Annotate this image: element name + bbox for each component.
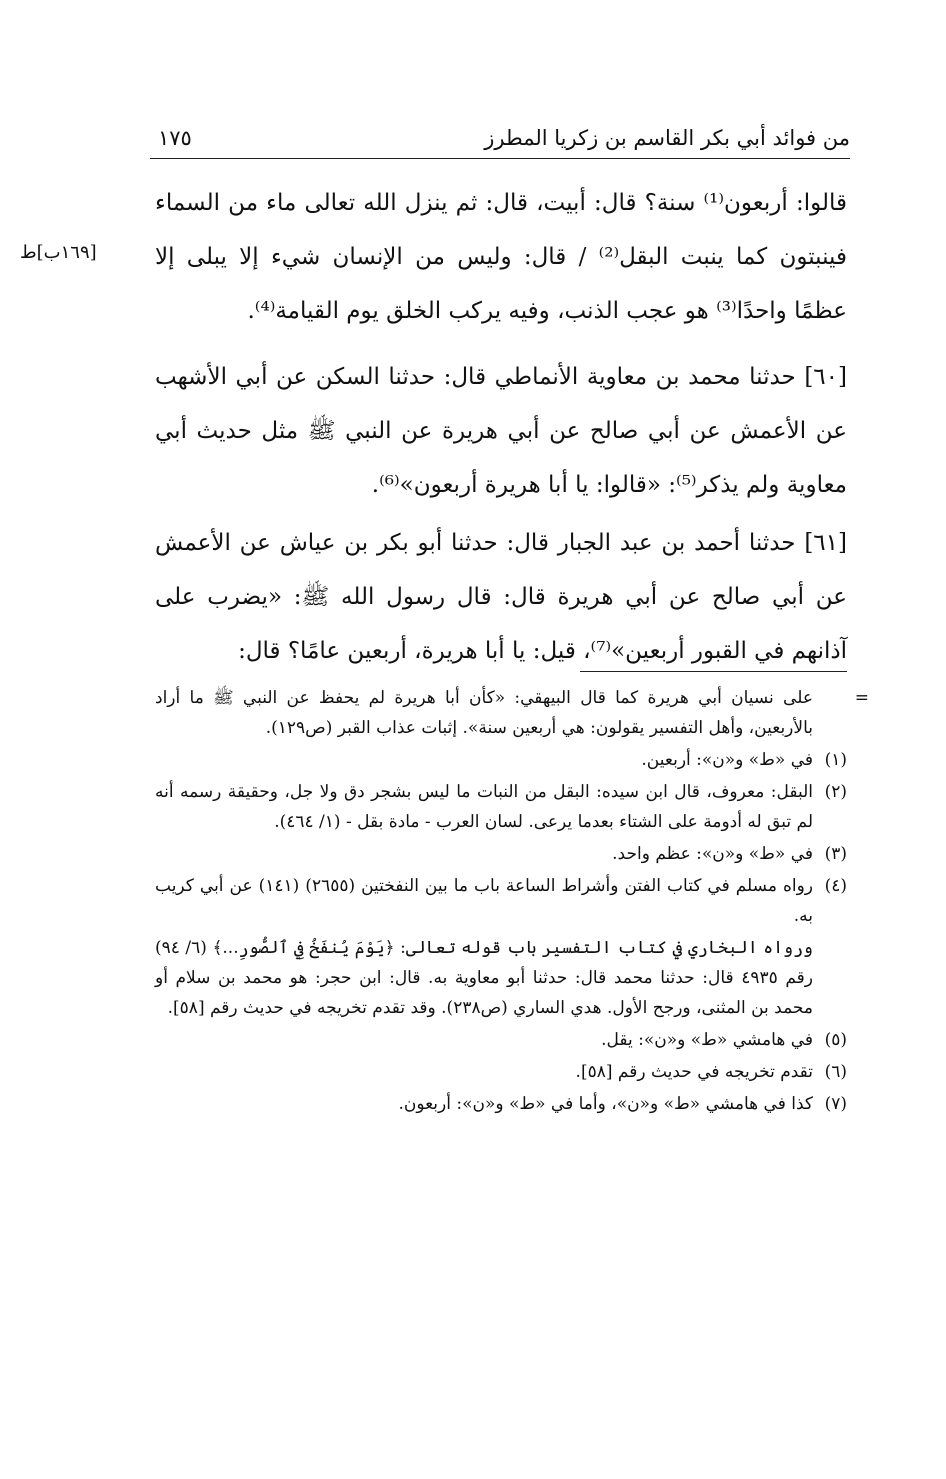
- running-title: من فوائد أبي بكر القاسم بن زكريا المطرز: [484, 126, 850, 150]
- footnote-4-continued: [155, 933, 847, 1023]
- footnote-3: [155, 839, 847, 869]
- footnote-continuation: [155, 683, 869, 743]
- paragraph-hadith-60: [٦٠] حدثنا محمد بن معاوية الأنماطي قال: حدثنا السكن عن أبي الأشهب عن الأعمش عن أبي صالح عن أبي هريرة عن النبي ﷺ مثل حديث أبي معاوية ولم يذكر⁽⁵⁾: «قالوا: يا أبا هريرة أربعون»⁽⁶⁾.: [155, 364, 847, 498]
- paragraph-hadith-61: [٦١] حدثنا أحمد بن عبد الجبار قال: حدثنا أبو بكر بن عياش عن الأعمش عن أبي صالح عن أبي هريرة قال: قال رسول الله ﷺ: «يضرب على آذانهم في القبور أربعين»⁽⁷⁾، قيل: يا أبا هريرة، أربعين عامًا؟ قال:: [155, 530, 847, 664]
- footnote-text: في هامشي «ط» و«ن»: يقل.: [601, 1030, 813, 1050]
- footnote-7: [155, 1089, 847, 1119]
- footnote-number: (٧): [824, 1094, 847, 1114]
- footnote-text: تقدم تخريجه في حديث رقم [٥٨].: [575, 1062, 813, 1082]
- margin-manuscript-reference: [١٦٩ب]ط: [20, 242, 97, 263]
- footnote-4: [155, 871, 847, 931]
- footnote-2: [155, 777, 847, 837]
- footnote-number: (٥): [824, 1030, 847, 1050]
- footnote-text: كذا في هامشي «ط» و«ن»، وأما في «ط» و«ن»: أربعون.: [398, 1094, 813, 1114]
- footnote-1: [155, 745, 847, 775]
- footnote-text: رواه مسلم في كتاب الفتن وأشراط الساعة باب ما بين النفختين (٢٦٥٥) (١٤١) عن أبي كريب به.: [155, 876, 813, 926]
- footnote-text: البقل: معروف، قال ابن سيده: البقل من النبات ما ليس بشجر دق ولا جل، وحقيقة رسمه أنه لم تبق له أدومة على الشتاء بعدما يرعى. لسان العرب - مادة بقل - (١/ ٤٦٤).: [155, 782, 813, 832]
- footnote-text: في «ط» و«ن»: عظم واحد.: [612, 844, 813, 864]
- footnote-separator: [580, 671, 847, 672]
- footnote-number: (٤): [824, 876, 847, 896]
- footnote-number: (٣): [824, 844, 847, 864]
- footnote-text: ورواه البخاري في كتاب التفسير باب قوله تعالى: ﴿يَوْمَ يُنفَخُ فِي ٱلصُّورِ...﴾ (٦/ ٩٤) رقم ٤٩٣٥ قال: حدثنا محمد قال: حدثنا أبو معاوية به. قال: ابن حجر: هو محمد بن سلام أو محمد بن المثنى، ورجح الأول. هدي الساري (ص٢٣٨). وقد تقدم تخريجه في حديث رقم [٥٨].: [155, 938, 813, 1018]
- footnote-number: (٦): [824, 1062, 847, 1082]
- page-number: ١٧٥: [158, 126, 192, 150]
- footnotes-section: [155, 683, 869, 1121]
- footnote-number: (٢): [824, 782, 847, 802]
- continuation-mark: =: [854, 688, 869, 708]
- footnote-6: [155, 1057, 847, 1087]
- paragraph-1: قالوا: أربعون⁽¹⁾ سنة؟ قال: أبيت، قال: ثم ينزل الله تعالى ماء من السماء فينبتون كما ينبت البقل⁽²⁾ / قال: وليس من الإنسان شيء إلا يبلى إلا عظمًا واحدًا⁽³⁾ هو عجب الذنب، وفيه يركب الخلق يوم القيامة⁽⁴⁾.: [155, 190, 847, 324]
- footnote-text: في «ط» و«ن»: أربعين.: [641, 750, 813, 770]
- footnote-continuation-text: على نسيان أبي هريرة كما قال البيهقي: «كأن أبا هريرة لم يحفظ عن النبي ﷺ ما أراد بالأربعين، وأهل التفسير يقولون: هي أربعين سنة». إثبات عذاب القبر (ص١٢٩).: [155, 688, 813, 738]
- page-header: [150, 118, 850, 159]
- footnote-number: (١): [824, 750, 847, 770]
- footnote-5: [155, 1025, 847, 1055]
